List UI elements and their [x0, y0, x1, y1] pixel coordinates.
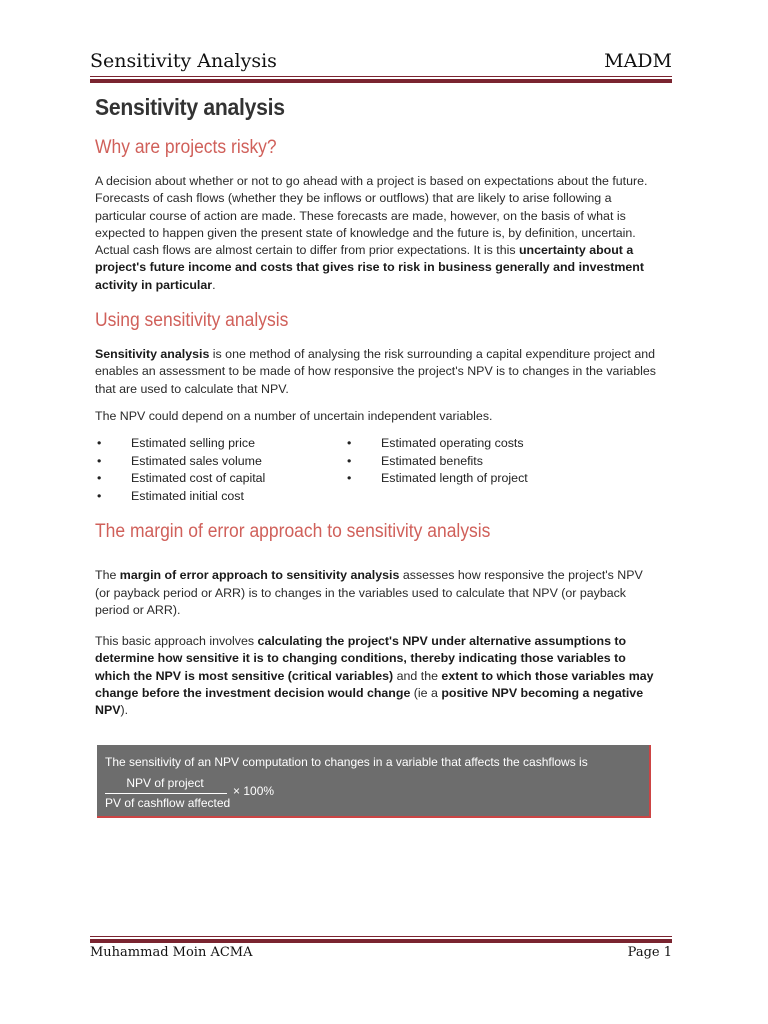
variables-list-right [345, 435, 528, 505]
header-title: Sensitivity Analysis [90, 50, 277, 72]
variables-list-left [95, 435, 345, 505]
page-header [90, 48, 672, 76]
paragraph-sensitivity-def: Sensitivity analysis is one method of analysing the risk surrounding a capital expenditure project and enables an assessment to be made of how responsive the project's NPV is to changes in the variables that are used to calculate that NPV. [95, 347, 656, 396]
list-item: • Estimated cost of capital [95, 470, 345, 488]
list-item: • Estimated selling price [95, 435, 345, 453]
paragraph-basic-approach: This basic approach involves calculating the project's NPV under alternative assumptions to determine how sensitive it is to changing conditions, thereby indicating those variables to which the NPV is most sensitive (critical variables) and the extent to which those variables may change before the investment decision would change (ie a positive NPV becoming a negative NPV). [95, 634, 654, 718]
formula-multiplier: × 100% [233, 784, 275, 798]
formula-denominator: PV of cashflow affected [105, 796, 231, 810]
paragraph-why-risky: A decision about whether or not to go ahead with a project is based on expectations about the future. Forecasts of cash flows (whether they be inflows or outflows) that are likely to arise following a particular course of action are made. These forecasts are made, however, on the basis of what is expected to happen given the present state of knowledge and the future is, by definition, uncertain. Actual cash flows are almost certain to differ from prior expectations. It is this uncertainty about a project's future income and costs that gives rise to risk in business generally and investment activity in particular. [95, 174, 648, 292]
footer-rule-thick [90, 939, 672, 943]
list-item: • Estimated sales volume [95, 453, 345, 471]
paragraph-margin-of-error: The margin of error approach to sensitivity analysis assesses how responsive the project's NPV (or payback period or ARR) is to changes in the variables used to calculate that NPV (or payback period or ARR). [95, 568, 643, 617]
list-item: • Estimated length of project [345, 470, 528, 488]
list-item: • Estimated initial cost [95, 488, 345, 506]
fraction-bar [105, 793, 227, 794]
footer-rule-thin [90, 936, 672, 937]
sensitivity-formula-box [97, 745, 651, 818]
page-number: Page 1 [627, 945, 672, 960]
header-rule-thin [90, 76, 672, 77]
header-rule-thick [90, 79, 672, 83]
heading-why-risky: Why are projects risky? [95, 137, 277, 158]
variables-list [95, 435, 658, 505]
page-content [95, 94, 658, 730]
header-right: MADM [604, 50, 672, 72]
list-item: • Estimated operating costs [345, 435, 528, 453]
formula-numerator: NPV of project [126, 776, 204, 790]
paragraph-npv-variables: The NPV could depend on a number of uncertain independent variables. [95, 408, 493, 423]
footer-author: Muhammad Moin ACMA [90, 945, 253, 960]
list-item: • Estimated benefits [345, 453, 528, 471]
formula-lead: The sensitivity of an NPV computation to changes in a variable that affects the cashflows is [105, 755, 588, 769]
heading-using-sensitivity: Using sensitivity analysis [95, 310, 289, 332]
page-title: Sensitivity analysis [95, 94, 285, 120]
page-footer [90, 945, 672, 965]
heading-margin-of-error: The margin of error approach to sensitivity analysis [95, 521, 491, 543]
